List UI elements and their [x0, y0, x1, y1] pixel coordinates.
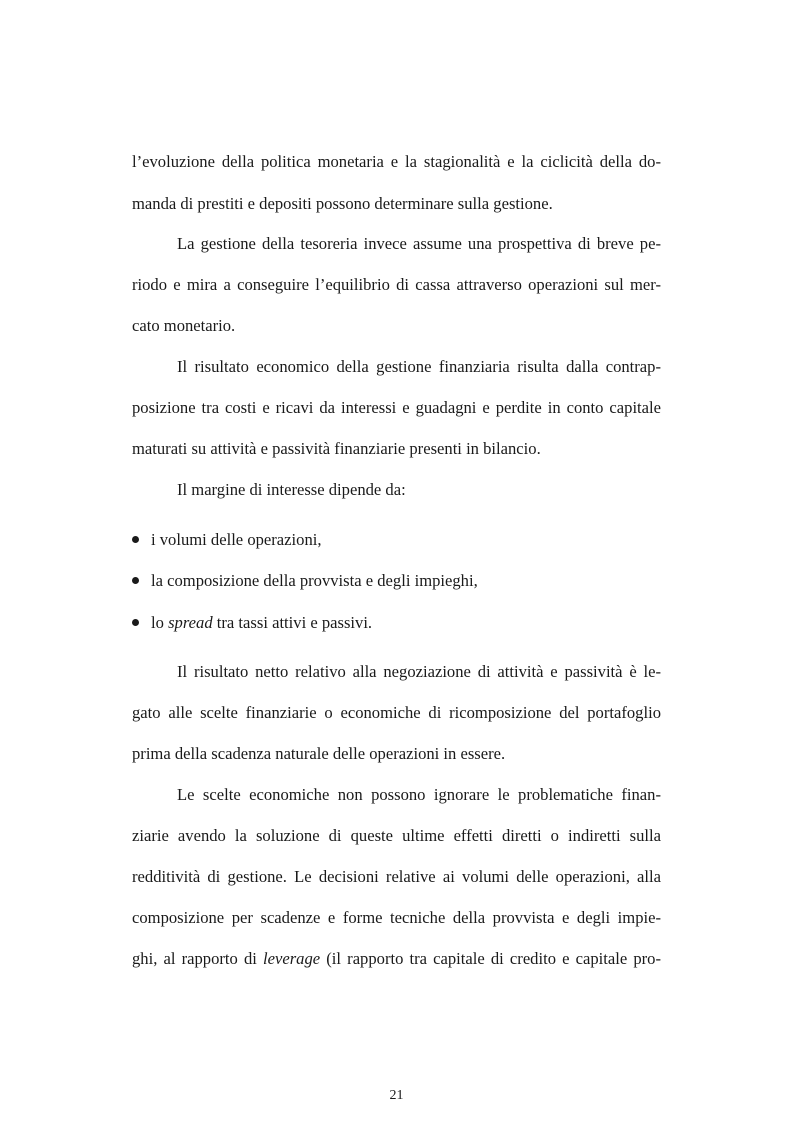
body-line-post: (il rapporto tra capitale di credito e capitale pro-: [320, 949, 662, 968]
body-line: Le scelte economiche non possono ignorare le problematiche finan-: [177, 785, 661, 804]
body-line: l’evoluzione della politica monetaria e la stagionalità e la ciclicità della do-: [132, 152, 661, 171]
body-line: Il margine di interesse dipende da:: [177, 480, 406, 499]
body-line: manda di prestiti e depositi possono determinare sulla gestione.: [132, 194, 553, 213]
bullet-icon: [132, 536, 139, 543]
body-line: prima della scadenza naturale delle operazioni in essere.: [132, 744, 506, 763]
body-line: riodo e mira a conseguire l’equilibrio di cassa attraverso operazioni sul mer-: [132, 275, 661, 294]
body-line: [132, 948, 661, 970]
italic-term: leverage: [263, 949, 321, 968]
body-line: gato alle scelte finanziarie o economiche di ricomposizione del portafoglio: [132, 703, 661, 722]
list-item-text: la composizione della provvista e degli impieghi,: [151, 571, 478, 590]
body-line: composizione per scadenze e forme tecniche della provvista e degli impie-: [132, 908, 661, 927]
page-number: 21: [389, 1088, 404, 1103]
body-line: La gestione della tesoreria invece assume una prospettiva di breve pe-: [177, 234, 661, 253]
body-line: cato monetario.: [132, 316, 236, 335]
list-item-text: [151, 612, 372, 634]
italic-term: spread: [168, 613, 213, 632]
body-line: posizione tra costi e ricavi da interessi e guadagni e perdite in conto capitale: [132, 398, 661, 417]
body-line: Il risultato netto relativo alla negoziazione di attività e passività è le-: [177, 662, 661, 681]
bullet-icon: [132, 577, 139, 584]
body-line: ziarie avendo la soluzione di queste ultime effetti diretti o indiretti sulla: [132, 826, 661, 845]
list-item-text-pre: lo: [151, 613, 169, 632]
body-line: Il risultato economico della gestione finanziaria risulta dalla contrap-: [177, 357, 661, 376]
body-line-pre: ghi, al rapporto di: [132, 949, 264, 968]
body-line: maturati su attività e passività finanziarie presenti in bilancio.: [132, 439, 541, 458]
bullet-icon: [132, 619, 139, 626]
list-item-text-post: tra tassi attivi e passivi.: [212, 613, 373, 632]
list-item-text: i volumi delle operazioni,: [151, 530, 322, 549]
body-line: redditività di gestione. Le decisioni relative ai volumi delle operazioni, alla: [132, 867, 661, 886]
